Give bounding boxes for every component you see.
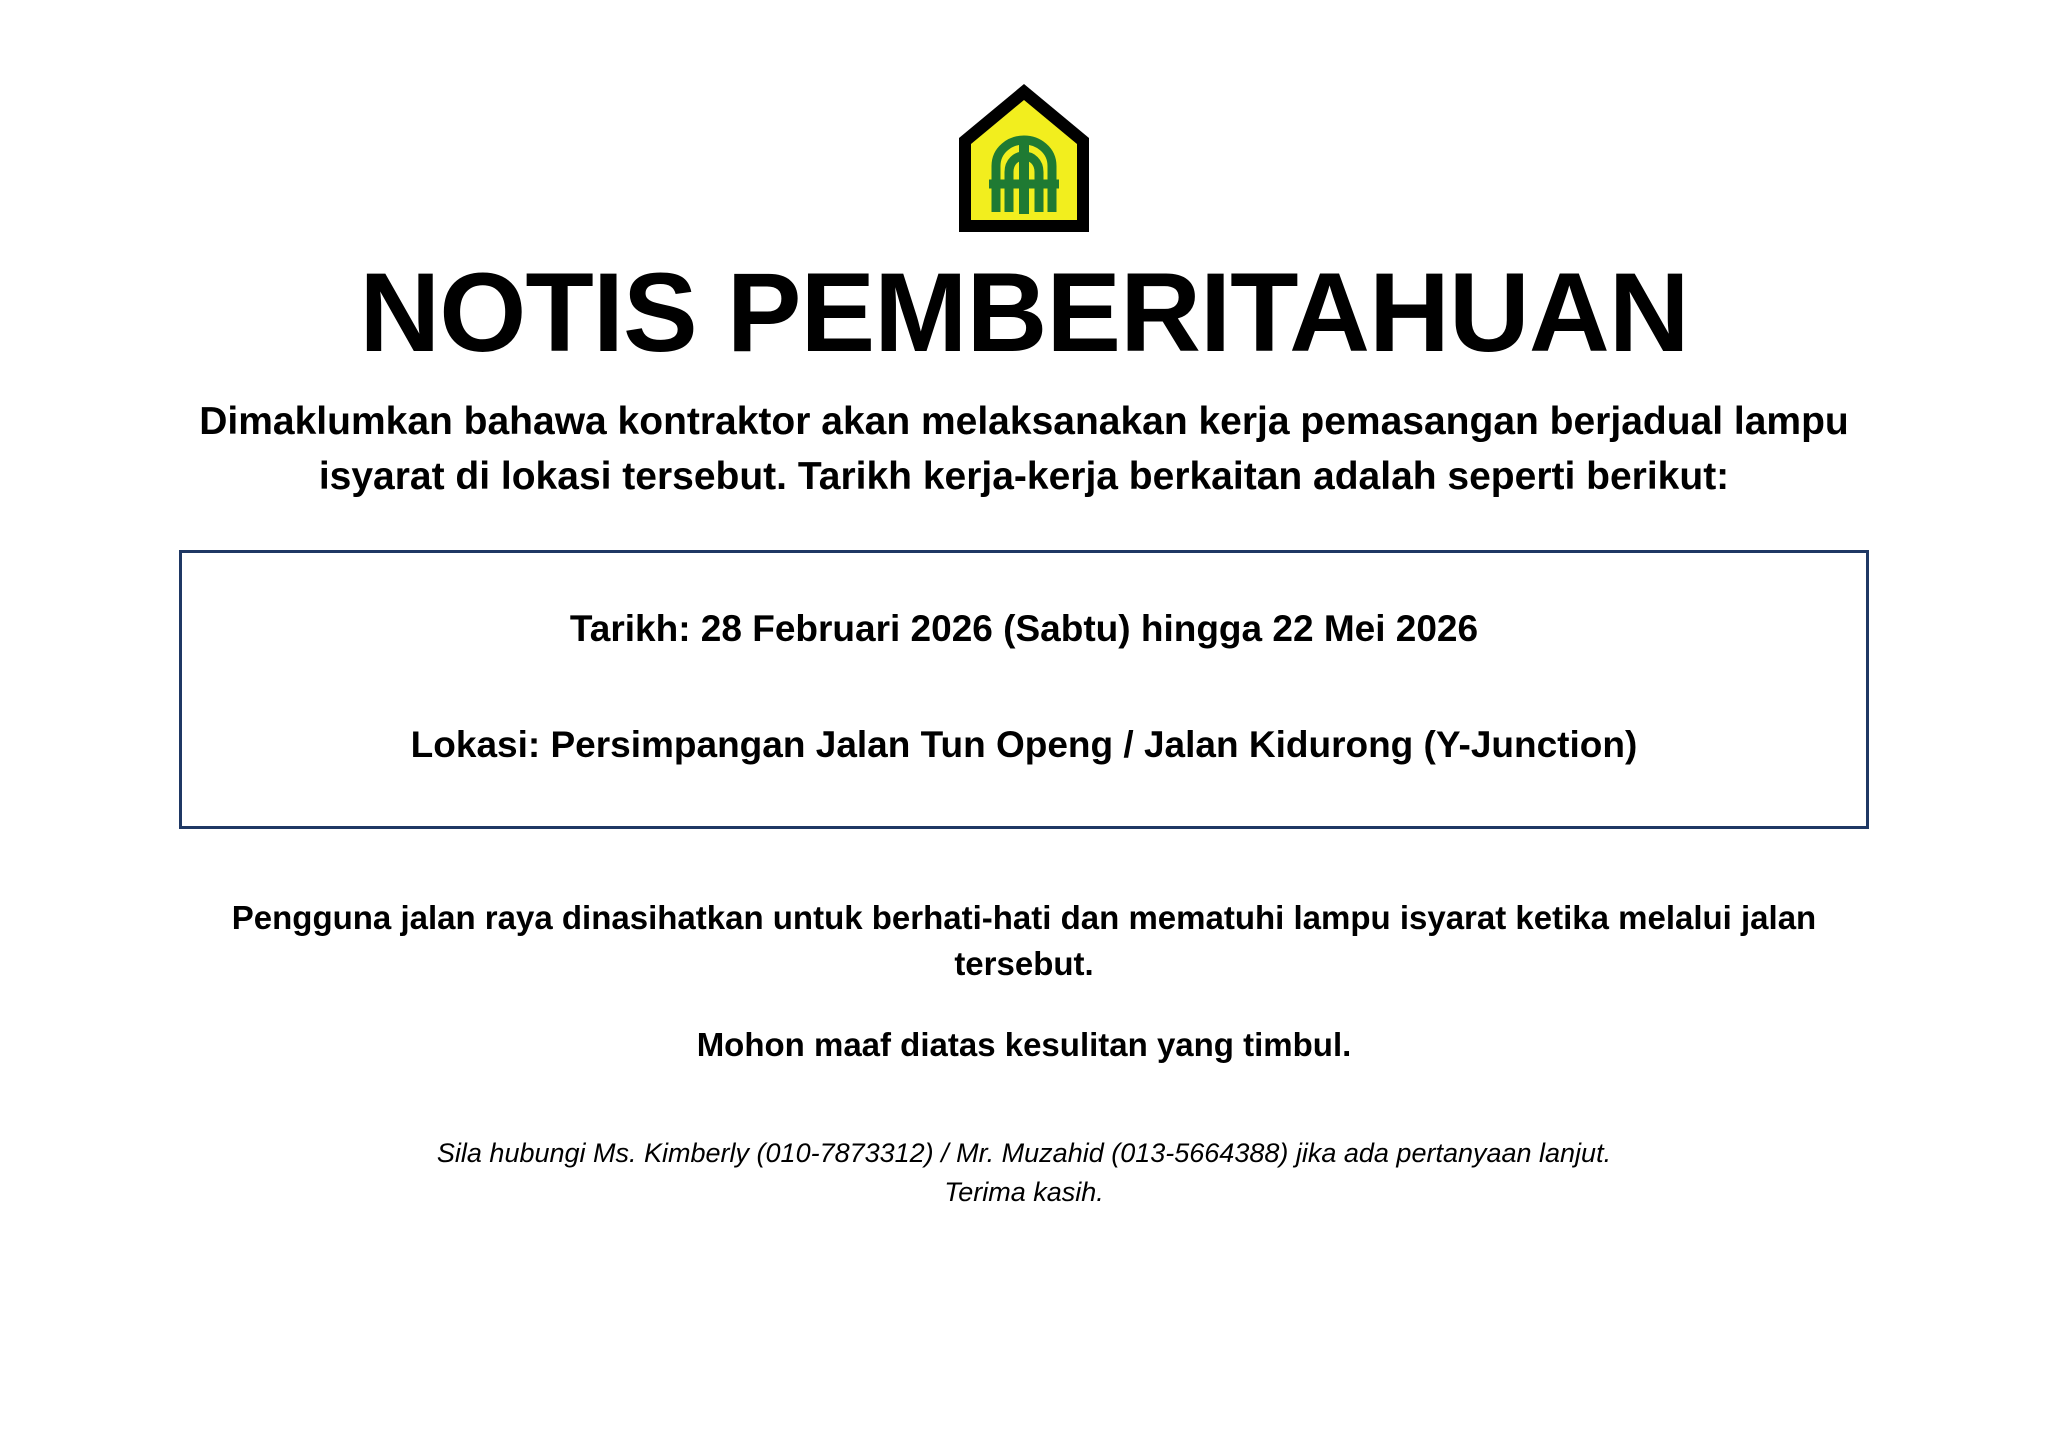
footer-contact-line: Sila hubungi Ms. Kimberly (010-7873312) / Mr. Muzahid (013-5664388) jika ada pertanyaan lanjut. — [436, 1138, 1612, 1169]
intro-paragraph: Dimaklumkan bahawa kontraktor akan melaksanakan kerja pemasangan berjadual lampu isyarat di lokasi tersebut. Tarikh kerja-kerja berkaitan adalah seperti berikut: — [199, 399, 1849, 498]
advisory-text: Pengguna jalan raya dinasihatkan untuk berhati-hati dan mematuhi lampu isyarat ketika melalui jalan tersebut. — [231, 898, 1817, 983]
footer-thanks-line: Terima kasih. — [944, 1177, 1104, 1208]
details-box — [179, 550, 1869, 828]
page-title: NOTIS PEMBERITAHUAN — [359, 250, 1689, 375]
logo-container — [120, 80, 1928, 240]
sarawak-state-crest-icon — [949, 80, 1099, 240]
footer-block — [437, 1134, 1611, 1212]
detail-location-line: Lokasi: Persimpangan Jalan Tun Openg / Jalan Kidurong (Y-Junction) — [410, 724, 1638, 766]
detail-date-line: Tarikh: 28 Februari 2026 (Sabtu) hingga 22 Mei 2026 — [569, 608, 1479, 650]
apology-text: Mohon maaf diatas kesulitan yang timbul. — [696, 1026, 1352, 1064]
